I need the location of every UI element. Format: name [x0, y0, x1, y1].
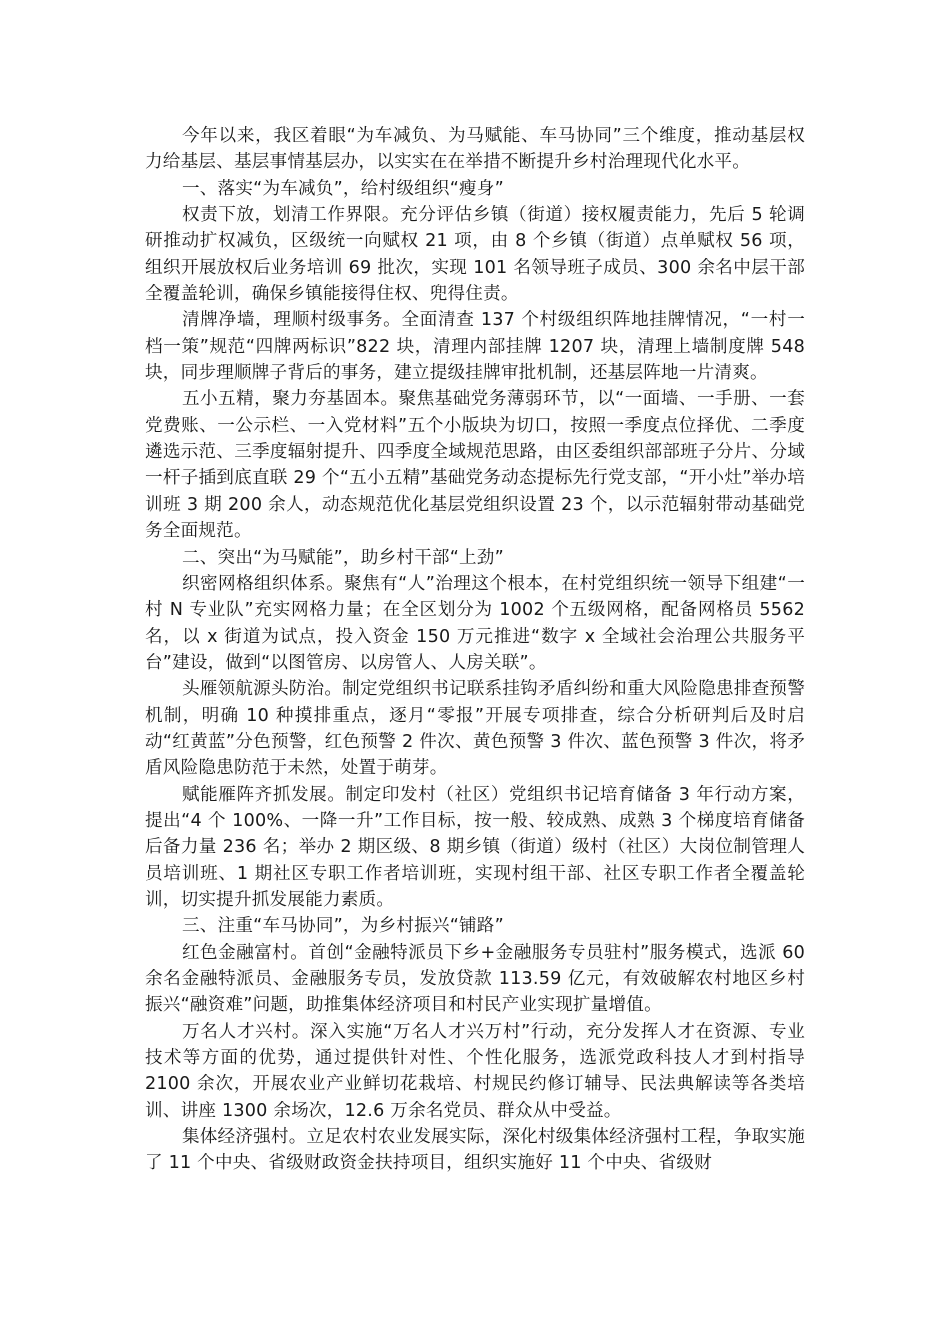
paragraph-grid-system: 织密网格组织体系。聚焦有“人”治理这个根本，在村党组织统一领导下组建“一村 N 专业队”充实网格力量；在全区划分为 1002 个五级网格，配备网格员 5562 名，以 x 街道为试点，投入资金 150 万元推进“数字 x 全域社会治理公共服务平台”建设，做到“以图管房、以房管人、人房关联”。 [145, 573, 805, 673]
paragraph-delegation: 权责下放，划清工作界限。充分评估乡镇（街道）接权履责能力，先后 5 轮调研推动扩权减负，区级统一向赋权 21 项，由 8 个乡镇（街道）点单赋权 56 项，组织开展放权后业务培训 69 批次，实现 101 名领导班子成员、300 余名中层干部全覆盖轮训，确保乡镇能接得住权、兜得住责。 [145, 205, 805, 305]
paragraph-cadre-training: 赋能雁阵齐抓发展。制定印发村（社区）党组织书记培育储备 3 年行动方案，提出“4 个 100%、一降一升”工作目标，按一般、较成熟、成熟 3 个梯度培育储备后备力量 236 名；举办 2 期区级、8 期乡镇（街道）级村（社区）大岗位制管理人员培训班、1 期社区专职工作者培训班，实现村组干部、社区专职工作者全覆盖轮训，切实提升抓发展能力素质。 [145, 784, 805, 910]
section-heading-3: 三、注重“车马协同”，为乡村振兴“铺路” [181, 916, 504, 937]
section-heading-2: 二、突出“为马赋能”，助乡村干部“上劲” [181, 547, 504, 568]
intro-paragraph: 今年以来，我区着眼“为车减负、为马赋能、车马协同”三个维度，推动基层权力给基层、基层事情基层办，以实实在在举措不断提升乡村治理现代化水平。 [145, 126, 805, 173]
document-page [145, 123, 805, 1177]
paragraph-five-small: 五小五精，聚力夯基固本。聚焦基础党务薄弱环节，以“一面墙、一手册、一套党费账、一公示栏、一入党材料”五个小版块为切口，按照一季度点位择优、二季度遴选示范、三季度辐射提升、四季度全域规范思路，由区委组织部部班子分片、分域一杆子插到底直联 29 个“五小五精”基础党务动态提标先行党支部，“开小灶”举办培训班 3 期 200 余人，动态规范优化基层党组织设置 23 个，以示范辐射带动基础党务全面规范。 [145, 389, 805, 542]
paragraph-risk-prevention: 头雁领航源头防治。制定党组织书记联系挂钩矛盾纠纷和重大风险隐患排查预警机制，明确 10 种摸排重点，逐月“零报”开展专项排查，综合分析研判后及时启动“红黄蓝”分色预警，红色预警 2 件次、黄色预警 3 件次、蓝色预警 3 件次，将矛盾风险隐患防范于未然，处置于萌芽。 [145, 679, 805, 779]
paragraph-collective-economy: 集体经济强村。立足农村农业发展实际，深化村级集体经济强村工程，争取实施了 11 个中央、省级财政资金扶持项目，组织实施好 11 个中央、省级财 [145, 1127, 805, 1174]
paragraph-talent: 万名人才兴村。深入实施“万名人才兴万村”行动，充分发挥人才在资源、专业技术等方面的优势，通过提供针对性、个性化服务，选派党政科技人才到村指导 2100 余次，开展农业产业鲜切花栽培、村规民约修订辅导、民法典解读等各类培训、讲座 1300 余场次，12.6 万余名党员、群众从中受益。 [145, 1021, 805, 1121]
section-heading-1: 一、落实“为车减负”，给村级组织“瘦身” [181, 178, 504, 199]
paragraph-red-finance: 红色金融富村。首创“金融特派员下乡+金融服务专员驻村”服务模式，选派 60 余名金融特派员、金融服务专员，发放贷款 113.59 亿元，有效破解农村地区乡村振兴“融资难”问题，助推集体经济项目和村民产业实现扩量增值。 [145, 942, 805, 1016]
paragraph-clean-signs: 清牌净墙，理顺村级事务。全面清查 137 个村级组织阵地挂牌情况，“一村一档一策”规范“四牌两标识”822 块，清理内部挂牌 1207 块，清理上墙制度牌 548 块，同步理顺牌子背后的事务，建立提级挂牌审批机制，还基层阵地一片清爽。 [145, 310, 805, 384]
